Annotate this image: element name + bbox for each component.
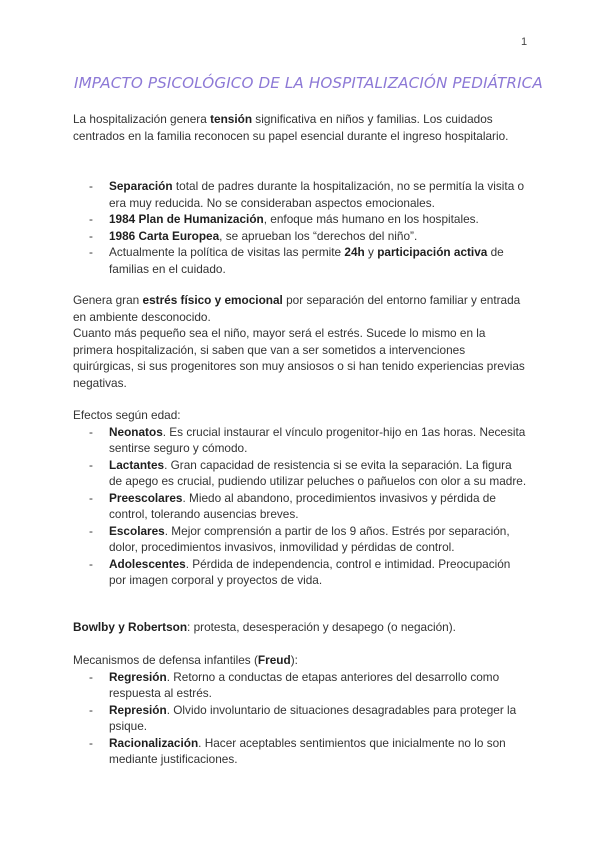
stress-text: por separación del entorno familiar y entrada en ambiente desconocido. <box>73 293 521 324</box>
intro-paragraph <box>73 111 528 144</box>
item-text: . Pérdida de independencia, control e intimidad. Preocupación por imagen corporal y proyectos de vida. <box>109 556 511 587</box>
item-text: . Gran capacidad de resistencia si se evita la separación. La figura de apego es crucial, pudiendo utilizar peluches o pañuelos con olor a su madre. <box>109 457 527 488</box>
intro-text: significativa en niños y familias. Los cuidados centrados en la familia reconocen su papel esencial durante el ingreso hospitalario. <box>73 112 509 143</box>
defense-heading <box>73 652 528 669</box>
defense-heading-text: ): <box>290 653 298 667</box>
item-text: Actualmente la política de visitas las permite <box>109 245 345 259</box>
item-text: y <box>364 245 378 259</box>
defense-heading-bold: Freud <box>257 653 291 667</box>
stress-text: Genera gran <box>73 293 143 307</box>
list-item <box>73 178 528 211</box>
page-title: IMPACTO PSICOLÓGICO DE LA HOSPITALIZACIÓN PEDIÁTRICA <box>74 74 543 92</box>
list-item <box>73 211 528 228</box>
item-text: . Olvido involuntario de situaciones desagradables para proteger la psique. <box>109 702 517 733</box>
item-bold: Regresión <box>109 669 167 684</box>
item-bold: 1986 Carta Europea <box>109 228 220 243</box>
stress-paragraph <box>73 292 528 391</box>
item-bold: 1984 Plan de Humanización <box>109 212 264 226</box>
age-effects-section <box>73 407 528 589</box>
list-item <box>73 702 528 735</box>
bowlby-bold: Bowlby y Robertson <box>73 620 188 634</box>
list-item <box>73 490 528 523</box>
stress-detail: Cuanto más pequeño sea el niño, mayor será el estrés. Sucede lo mismo en la primera hospitalización, si saben que van a ser sometidos a intervenciones quirúrgicas, si sus progenitores son muy ansiosos o si han tenido experiencias previas negativas. <box>73 326 525 390</box>
history-list <box>73 178 528 277</box>
list-item <box>73 457 528 490</box>
list-item <box>73 669 528 702</box>
item-text: . Es crucial instaurar el vínculo progenitor-hijo en 1as horas. Necesita sentirse seguro y cómodo. <box>109 424 526 455</box>
item-bold: Preescolares <box>109 490 183 505</box>
item-bold: Racionalización <box>109 735 199 750</box>
item-text: . Miedo al abandono, procedimientos invasivos y pérdida de control, tolerando ausencias breves. <box>109 490 496 521</box>
list-item <box>73 735 528 768</box>
item-text: , enfoque más humano en los hospitales. <box>263 212 479 226</box>
list-item <box>73 424 528 457</box>
item-text: , se aprueban los “derechos del niño”. <box>219 228 418 243</box>
intro-text: La hospitalización genera <box>73 112 211 126</box>
item-bold: Escolares <box>109 523 165 538</box>
item-bold: Separación <box>109 179 173 193</box>
bowlby-paragraph <box>73 619 528 636</box>
list-item <box>73 556 528 589</box>
item-text: de familias en el cuidado. <box>109 245 504 276</box>
defense-section <box>73 652 528 768</box>
page-number: 1 <box>521 36 528 48</box>
item-bold: Adolescentes <box>109 556 186 571</box>
list-item <box>73 228 528 245</box>
bowlby-text: : protesta, desesperación y desapego (o negación). <box>187 620 456 634</box>
item-bold: Neonatos <box>109 424 163 439</box>
list-item <box>73 244 528 277</box>
defense-heading-text: Mecanismos de defensa infantiles ( <box>73 653 258 667</box>
item-text: total de padres durante la hospitalización, no se permitía la visita o era muy reducida. No se consideraban aspectos emocionales. <box>109 179 525 210</box>
age-effects-heading: Efectos según edad: <box>73 408 181 422</box>
intro-bold: tensión <box>210 112 253 126</box>
stress-bold: estrés físico y emocional <box>142 293 283 307</box>
item-bold: Lactantes <box>109 457 165 472</box>
item-bold: participación activa <box>377 245 488 259</box>
item-text: . Hacer aceptables sentimientos que inicialmente no lo son mediante justificaciones. <box>109 735 506 766</box>
item-bold: 24h <box>344 245 365 259</box>
item-bold: Represión <box>109 702 167 717</box>
item-text: . Mejor comprensión a partir de los 9 años. Estrés por separación, dolor, procedimientos invasivos, inmovilidad y pérdidas de control. <box>109 523 510 554</box>
item-text: . Retorno a conductas de etapas anteriores del desarrollo como respuesta al estrés. <box>109 669 500 700</box>
list-item <box>73 523 528 556</box>
